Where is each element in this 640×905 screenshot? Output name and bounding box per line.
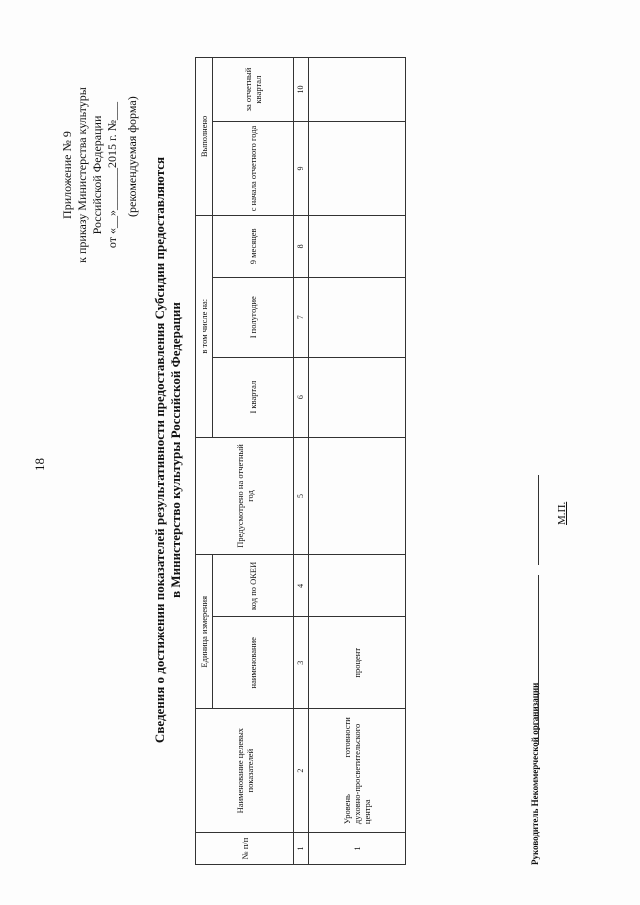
indicators-table [195, 57, 406, 865]
document-title [152, 55, 184, 845]
col-number: 9 [294, 122, 309, 216]
row-unit-name: процент [309, 617, 406, 709]
header-h1: I полугодие [213, 277, 294, 357]
column-number-row [294, 58, 309, 865]
header-q1: I квартал [213, 357, 294, 437]
appendix-block [60, 65, 120, 285]
appendix-line-3: Российской Федерации [90, 115, 104, 235]
header-m9: 9 месяцев [213, 215, 294, 277]
row-since-start [309, 122, 406, 216]
col-number: 8 [294, 215, 309, 277]
table-row [309, 58, 406, 865]
header-indicator: Наименование целевых показателей [196, 709, 294, 833]
header-done-group: Выполнено [196, 58, 213, 216]
signature-label: Руководитель Некоммерческой организации [530, 682, 540, 865]
row-for-quarter [309, 58, 406, 122]
row-m9 [309, 215, 406, 277]
col-number: 2 [294, 709, 309, 833]
title-line-2: в Министерство культуры Российской Федерации [168, 302, 183, 598]
header-unit-name: наименование [213, 617, 294, 709]
header-unit-code: код по ОКЕИ [213, 555, 294, 617]
header-since-start: с начала отчетного года [213, 122, 294, 216]
header-num: № п/п [196, 833, 294, 865]
title-line-1: Сведения о достижении показателей результативности предоставления Субсидии предоставляются [152, 156, 167, 744]
row-planned [309, 437, 406, 555]
header-row-1 [196, 58, 213, 865]
header-unit-group: Единица измерения [196, 555, 213, 709]
row-indicator: Уровень готовности духовно-просветительского центра [309, 709, 406, 833]
name-line [538, 475, 539, 565]
header-for-quarter: за отчетный квартал [213, 58, 294, 122]
page-number: 18 [32, 458, 47, 471]
row-unit-code [309, 555, 406, 617]
appendix-line-4: от «__»_______2015 г. №___ [105, 101, 119, 249]
header-planned: Предусмотрено на отчетный год [196, 437, 294, 555]
header-in-total: в том числе на: [196, 215, 213, 437]
appendix-line-1: Приложение № 9 [60, 131, 74, 219]
col-number: 1 [294, 833, 309, 865]
stamp-place-label: М.П. [556, 501, 568, 525]
appendix-line-2: к приказу Министерства культуры [75, 87, 89, 263]
col-number: 7 [294, 277, 309, 357]
form-note: (рекомендуемая форма) [125, 96, 139, 217]
row-q1 [309, 357, 406, 437]
row-h1 [309, 277, 406, 357]
col-number: 5 [294, 437, 309, 555]
signature-block [530, 45, 568, 865]
col-number: 3 [294, 617, 309, 709]
col-number: 10 [294, 58, 309, 122]
row-num: 1 [309, 833, 406, 865]
signature-line [538, 575, 539, 745]
col-number: 6 [294, 357, 309, 437]
col-number: 4 [294, 555, 309, 617]
